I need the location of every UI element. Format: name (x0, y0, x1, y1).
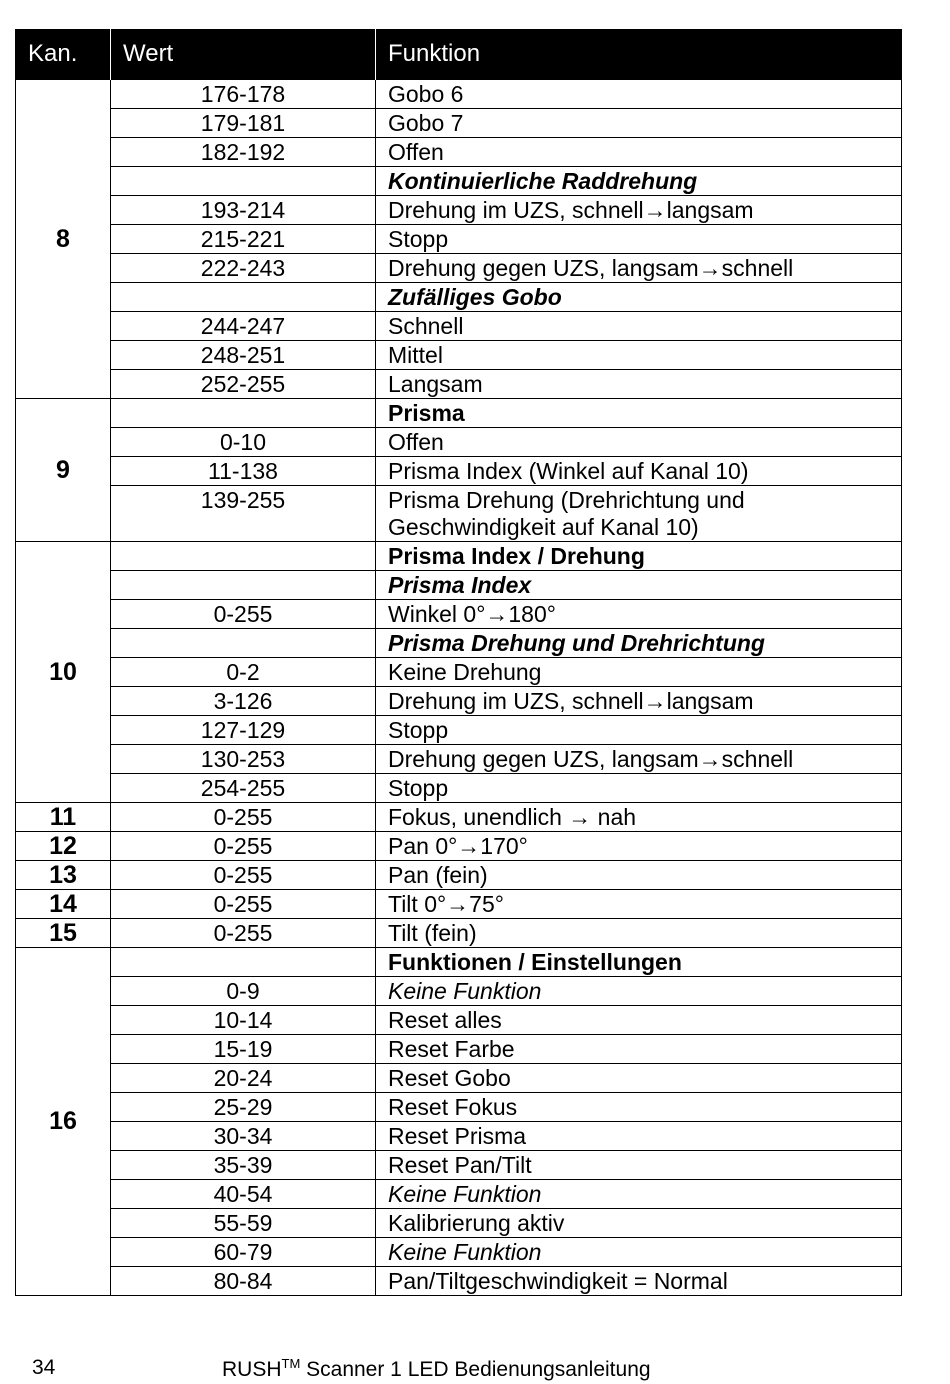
table-row (16, 919, 902, 948)
function-cell: Drehung im UZS, schnell→langsam (376, 687, 902, 716)
function-cell: Reset Pan/Tilt (376, 1151, 902, 1180)
header-funktion: Funktion (376, 29, 902, 80)
function-cell: Kalibrierung aktiv (376, 1209, 902, 1238)
function-cell: Gobo 7 (376, 109, 902, 138)
page-number: 34 (32, 1356, 56, 1379)
table-row (16, 109, 902, 138)
function-cell: Gobo 6 (376, 80, 902, 109)
function-cell: Prisma Drehung (Drehrichtung und Geschwindigkeit auf Kanal 10) (376, 486, 902, 542)
function-cell: Tilt 0°→75° (376, 890, 902, 919)
function-cell: Keine Drehung (376, 658, 902, 687)
value-range-cell: 0-255 (111, 803, 376, 832)
table-row (16, 832, 902, 861)
function-cell: Drehung gegen UZS, langsam→schnell (376, 745, 902, 774)
table-row (16, 861, 902, 890)
header-wert: Wert (111, 29, 376, 80)
channel-number-cell: 9 (16, 399, 111, 542)
value-range-cell: 139-255 (111, 486, 376, 542)
function-cell: Mittel (376, 341, 902, 370)
table-row (16, 80, 902, 109)
function-cell: Reset Gobo (376, 1064, 902, 1093)
table-row (16, 1180, 902, 1209)
function-cell: Offen (376, 138, 902, 167)
table-row (16, 542, 902, 571)
channel-number-cell: 13 (16, 861, 111, 890)
value-range-cell: 222-243 (111, 254, 376, 283)
function-cell: Pan/Tiltgeschwindigkeit = Normal (376, 1267, 902, 1296)
table-header-row (16, 29, 902, 80)
value-range-cell: 0-9 (111, 977, 376, 1006)
function-cell: Tilt (fein) (376, 919, 902, 948)
value-range-cell: 0-10 (111, 428, 376, 457)
table-row (16, 254, 902, 283)
table-row (16, 457, 902, 486)
table-row (16, 948, 902, 977)
function-cell: Pan (fein) (376, 861, 902, 890)
value-range-cell: 179-181 (111, 109, 376, 138)
value-range-cell: 40-54 (111, 1180, 376, 1209)
function-cell: Pan 0°→170° (376, 832, 902, 861)
value-range-cell: 55-59 (111, 1209, 376, 1238)
table-row (16, 629, 902, 658)
table-row (16, 138, 902, 167)
value-range-cell: 3-126 (111, 687, 376, 716)
function-cell: Kontinuierliche Raddrehung (376, 167, 902, 196)
channel-number-cell: 12 (16, 832, 111, 861)
value-range-cell (111, 629, 376, 658)
table-row (16, 1267, 902, 1296)
value-range-cell: 35-39 (111, 1151, 376, 1180)
function-cell: Winkel 0°→180° (376, 600, 902, 629)
value-range-cell: 25-29 (111, 1093, 376, 1122)
channel-number-cell: 15 (16, 919, 111, 948)
function-cell: Langsam (376, 370, 902, 399)
value-range-cell: 0-2 (111, 658, 376, 687)
function-cell: Prisma Index (Winkel auf Kanal 10) (376, 457, 902, 486)
table-row (16, 1006, 902, 1035)
value-range-cell: 254-255 (111, 774, 376, 803)
table-row (16, 600, 902, 629)
table-row (16, 1064, 902, 1093)
value-range-cell: 215-221 (111, 225, 376, 254)
table-row (16, 486, 902, 542)
function-cell: Reset Prisma (376, 1122, 902, 1151)
table-row (16, 774, 902, 803)
table-row (16, 399, 902, 428)
table-row (16, 745, 902, 774)
footer-title (222, 1356, 651, 1382)
table-row (16, 716, 902, 745)
table-row (16, 1122, 902, 1151)
table-row (16, 890, 902, 919)
function-cell: Drehung gegen UZS, langsam→schnell (376, 254, 902, 283)
header-kan: Kan. (16, 29, 111, 80)
function-cell: Funktionen / Einstellungen (376, 948, 902, 977)
value-range-cell (111, 542, 376, 571)
function-cell: Reset Farbe (376, 1035, 902, 1064)
channel-number-cell: 14 (16, 890, 111, 919)
table-row (16, 1151, 902, 1180)
value-range-cell (111, 399, 376, 428)
channel-number-cell: 16 (16, 948, 111, 1296)
value-range-cell: 130-253 (111, 745, 376, 774)
table-row (16, 196, 902, 225)
value-range-cell: 80-84 (111, 1267, 376, 1296)
value-range-cell (111, 948, 376, 977)
table-row (16, 571, 902, 600)
value-range-cell: 193-214 (111, 196, 376, 225)
value-range-cell: 10-14 (111, 1006, 376, 1035)
value-range-cell: 244-247 (111, 312, 376, 341)
table-row (16, 225, 902, 254)
table-row (16, 687, 902, 716)
function-cell: Keine Funktion (376, 1180, 902, 1209)
value-range-cell: 176-178 (111, 80, 376, 109)
value-range-cell (111, 571, 376, 600)
function-cell: Keine Funktion (376, 1238, 902, 1267)
value-range-cell: 182-192 (111, 138, 376, 167)
function-cell: Stopp (376, 716, 902, 745)
function-cell: Reset Fokus (376, 1093, 902, 1122)
value-range-cell: 20-24 (111, 1064, 376, 1093)
function-cell: Schnell (376, 312, 902, 341)
function-cell: Stopp (376, 774, 902, 803)
function-cell: Prisma Drehung und Drehrichtung (376, 629, 902, 658)
table-row (16, 803, 902, 832)
footer-title-superscript: TM (281, 1356, 301, 1371)
function-cell: Zufälliges Gobo (376, 283, 902, 312)
value-range-cell: 0-255 (111, 890, 376, 919)
value-range-cell (111, 283, 376, 312)
value-range-cell: 11-138 (111, 457, 376, 486)
table-row (16, 658, 902, 687)
dmx-channel-table (15, 29, 902, 1296)
value-range-cell: 248-251 (111, 341, 376, 370)
table-body (16, 80, 902, 1296)
footer-title-brand: RUSH (222, 1358, 282, 1381)
channel-number-cell: 8 (16, 80, 111, 399)
table-row (16, 283, 902, 312)
function-cell: Prisma (376, 399, 902, 428)
table-row (16, 1209, 902, 1238)
table-row (16, 312, 902, 341)
value-range-cell: 15-19 (111, 1035, 376, 1064)
table-row (16, 977, 902, 1006)
value-range-cell: 127-129 (111, 716, 376, 745)
function-cell: Prisma Index / Drehung (376, 542, 902, 571)
value-range-cell (111, 167, 376, 196)
value-range-cell: 60-79 (111, 1238, 376, 1267)
function-cell: Reset alles (376, 1006, 902, 1035)
value-range-cell: 0-255 (111, 832, 376, 861)
table-row (16, 341, 902, 370)
function-cell: Prisma Index (376, 571, 902, 600)
function-cell: Offen (376, 428, 902, 457)
value-range-cell: 0-255 (111, 600, 376, 629)
channel-number-cell: 11 (16, 803, 111, 832)
function-cell: Stopp (376, 225, 902, 254)
function-cell: Keine Funktion (376, 977, 902, 1006)
channel-number-cell: 10 (16, 542, 111, 803)
value-range-cell: 252-255 (111, 370, 376, 399)
table-row (16, 370, 902, 399)
table-row (16, 428, 902, 457)
function-cell: Fokus, unendlich → nah (376, 803, 902, 832)
value-range-cell: 0-255 (111, 919, 376, 948)
table-row (16, 1093, 902, 1122)
function-cell: Drehung im UZS, schnell→langsam (376, 196, 902, 225)
value-range-cell: 30-34 (111, 1122, 376, 1151)
table-row (16, 1035, 902, 1064)
footer-title-rest: Scanner 1 LED Bedienungsanleitung (300, 1358, 651, 1381)
table-row (16, 1238, 902, 1267)
value-range-cell: 0-255 (111, 861, 376, 890)
table-row (16, 167, 902, 196)
